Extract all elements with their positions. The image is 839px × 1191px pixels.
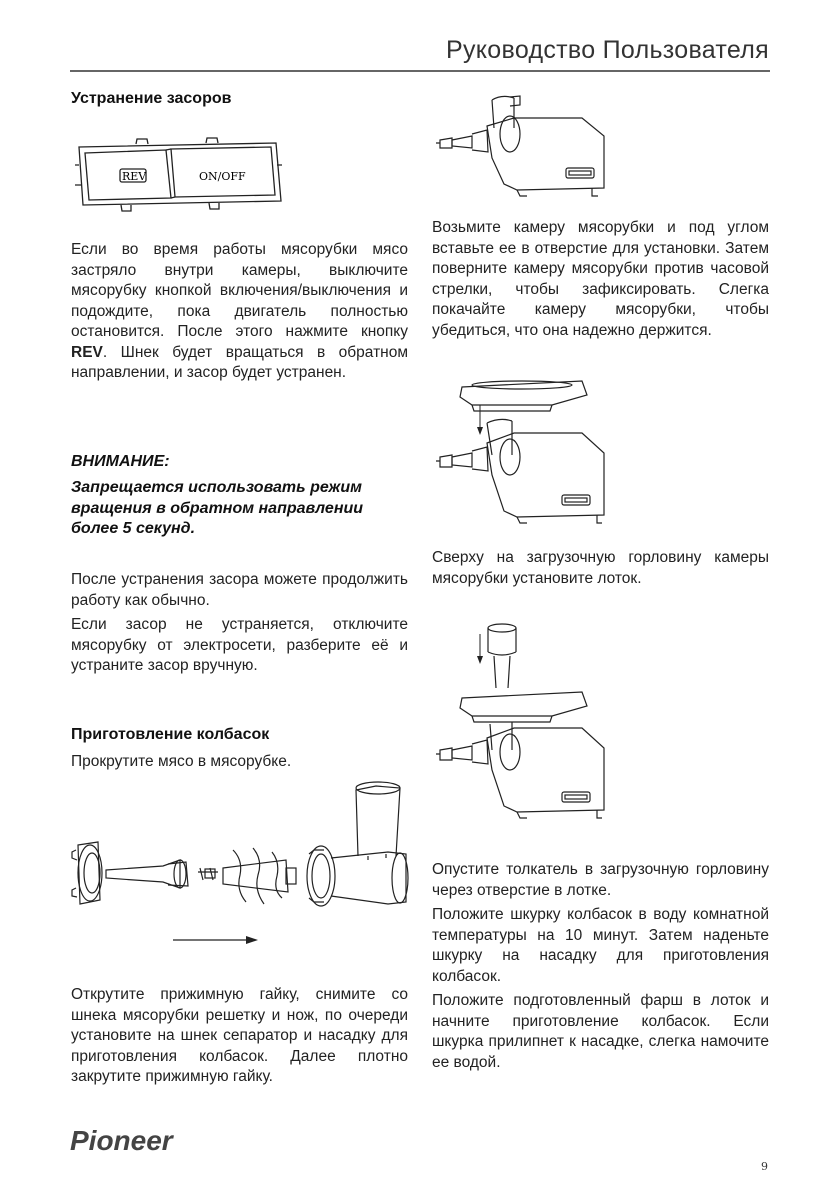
grinder-chamber-illustration bbox=[432, 88, 632, 203]
clog-instruction-paragraph: Если во время работы мясорубки мясо застряло внутри камеры, выключите мясорубку кнопкой включения/выключения и подождите, пока двигатель полностью остановится. После этого нажмите кнопку REV. Шнек будет вращаться в обратном направлении, и засор будет устранен. bbox=[71, 241, 408, 381]
warning-title: ВНИМАНИЕ: bbox=[71, 453, 170, 470]
onoff-button-label: ON/OFF bbox=[199, 170, 246, 183]
unplug-paragraph: Если засор не устраняется, отключите мясорубку от электросети, разберите её и устраните засор вручную. bbox=[71, 616, 408, 674]
page-number: 9 bbox=[761, 1160, 768, 1173]
chamber-install-paragraph: Возьмите камеру мясорубки и под углом вставьте ее в отверстие для установки. Затем поверните камеру мясорубки против часовой стрелки, чтобы зафиксировать. Слегка покачайте камеру мясорубки, чтобы убедиться, что она надежно держится. bbox=[432, 219, 769, 339]
control-panel-illustration bbox=[71, 135, 286, 215]
page-header-title: Руководство Пользователя bbox=[446, 36, 769, 64]
sausage-step-1: Прокрутите мясо в мясорубке. bbox=[71, 753, 292, 770]
fill-casing-paragraph: Положите подготовленный фарш в лоток и начните приготовление колбасок. Если шкурка прилипнет к насадке, слегка намочите ее водой. bbox=[432, 992, 769, 1071]
sausage-assembly-illustration bbox=[68, 780, 413, 950]
casing-paragraph: Положите шкурку колбасок в воду комнатной температуры на 10 минут. Затем наденьте шкурку на насадку для приготовления колбасок. bbox=[432, 906, 769, 985]
heading-clog-removal: Устранение засоров bbox=[71, 90, 232, 107]
continue-paragraph: После устранения засора можете продолжить работу как обычно. bbox=[71, 571, 408, 609]
rev-button-label: REV bbox=[122, 170, 147, 183]
warning-text: Запрещается использовать режим вращения в обратном направлении более 5 секунд. bbox=[71, 479, 364, 537]
tray-install-illustration bbox=[432, 375, 632, 535]
sausage-step-2: Открутите прижимную гайку, снимите со шнека мясорубки решетку и нож, по очереди установите на шнек сепаратор и насадку для приготовления колбасок. Далее плотно закрутите прижимную гайку. bbox=[71, 986, 408, 1085]
pusher-insert-illustration bbox=[432, 620, 632, 835]
brand-logo: Pioneer bbox=[70, 1125, 173, 1156]
tray-install-paragraph: Сверху на загрузочную горловину камеры мясорубки установите лоток. bbox=[432, 549, 769, 587]
heading-sausage: Приготовление колбасок bbox=[71, 726, 270, 743]
header-divider bbox=[70, 70, 770, 72]
pusher-paragraph: Опустите толкатель в загрузочную горловину через отверстие в лотке. bbox=[432, 861, 769, 899]
